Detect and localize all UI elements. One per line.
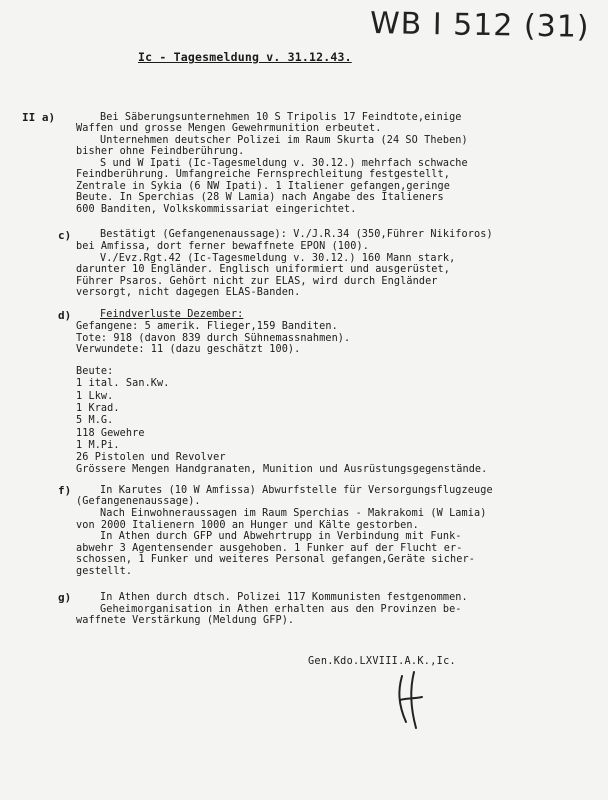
section-g-line-3: waffnete Verstärkung (Meldung GFP). <box>76 615 295 626</box>
beute-item-2: 1 Lkw. <box>76 391 114 402</box>
section-g-line-2: Geheimorganisation in Athen erhalten aus den Provinzen be- <box>100 604 462 615</box>
beute-item-5: 118 Gewehre <box>76 428 145 439</box>
section-c-line-5: Führer Psaros. Gehört nicht zur ELAS, wird durch Engländer <box>76 276 438 287</box>
section-IIa-line-1: Bei Säberungsunternehmen 10 S Tripolis 17 Feindtote,einige <box>100 112 462 123</box>
section-IIa-line-4: bisher ohne Feindberührung. <box>76 146 245 157</box>
document-title: Ic - Tagesmeldung v. 31.12.43. <box>138 50 352 64</box>
section-marker-d: d) <box>58 309 72 322</box>
section-d-line-2: Tote: 918 (davon 839 durch Sühnemassnahmen). <box>76 333 351 344</box>
section-f-line-6: abwehr 3 Agentensender ausgehoben. 1 Funker auf der Flucht er- <box>76 543 463 554</box>
section-IIa-line-5: S und W Ipati (Ic-Tagesmeldung v. 30.12.) mehrfach schwache <box>100 158 468 169</box>
beute-heading: Beute: <box>76 366 114 377</box>
section-f-line-5: In Athen durch GFP und Abwehrtrupp in Verbindung mit Funk- <box>100 531 462 542</box>
section-d-line-3: Verwundete: 11 (dazu geschätzt 100). <box>76 344 301 355</box>
section-IIa-line-7: Zentrale in Sykia (6 NW Ipati). 1 Italiener gefangen,geringe <box>76 181 451 192</box>
issuer-signature-line: Gen.Kdo.LXVIII.A.K.,Ic. <box>308 656 456 667</box>
section-IIa-line-2: Waffen und grosse Mengen Gewehrmunition erbeutet. <box>76 123 382 134</box>
section-c-line-4: darunter 10 Engländer. Englisch uniformiert und ausgerüstet, <box>76 264 451 275</box>
beute-item-6: 1 M.Pi. <box>76 440 120 451</box>
beute-item-3: 1 Krad. <box>76 403 120 414</box>
section-c-line-6: versorgt, nicht dagegen ELAS-Banden. <box>76 287 301 298</box>
beute-item-1: 1 ital. San.Kw. <box>76 378 170 389</box>
section-IIa-line-6: Feindberührung. Umfangreiche Fernsprechleitung festgestellt, <box>76 169 451 180</box>
beute-item-4: 5 M.G. <box>76 415 114 426</box>
beute-item-7: 26 Pistolen und Revolver <box>76 452 226 463</box>
section-IIa-line-8: Beute. In Sperchias (28 W Lamia) nach Angabe des Italieners <box>76 192 444 203</box>
section-marker-IIa: II a) <box>22 111 56 124</box>
section-d-heading: Feindverluste Dezember: <box>100 309 244 320</box>
section-c-line-3: V./Evz.Rgt.42 (Ic-Tagesmeldung v. 30.12.) 160 Mann stark, <box>100 253 456 264</box>
section-f-line-8: gestellt. <box>76 566 133 577</box>
section-f-line-4: von 2000 Italienern 1000 an Hunger und Kälte gestorben. <box>76 520 419 531</box>
section-d-line-1: Gefangene: 5 amerik. Flieger,159 Banditen. <box>76 321 338 332</box>
section-c-line-1: Bestätigt (Gefangenenaussage): V./J.R.34 (350,Führer Nikiforos) <box>100 229 493 240</box>
section-f-line-3: Nach Einwohneraussagen im Raum Sperchias - Makrakomi (W Lamia) <box>100 508 487 519</box>
section-c-line-2: bei Amfissa, dort ferner bewaffnete EPON (100). <box>76 241 369 252</box>
section-f-line-7: schossen, 1 Funker und weiteres Personal gefangen,Geräte sicher- <box>76 554 475 565</box>
section-marker-c: c) <box>58 229 72 242</box>
beute-item-8: Grössere Mengen Handgranaten, Munition und Ausrüstungsgegenstände. <box>76 464 488 475</box>
section-g-line-1: In Athen durch dtsch. Polizei 117 Kommunisten festgenommen. <box>100 592 468 603</box>
section-IIa-line-3: Unternehmen deutscher Polizei im Raum Skurta (24 SO Theben) <box>100 135 468 146</box>
handwritten-signature <box>392 670 432 730</box>
section-marker-f: f) <box>58 484 72 497</box>
archive-stamp: WB I 512 (31) <box>369 5 590 45</box>
section-f-line-2: (Gefangenenaussage). <box>76 496 201 507</box>
section-f-line-1: In Karutes (10 W Amfissa) Abwurfstelle für Versorgungsflugzeuge <box>100 485 493 496</box>
section-IIa-line-9: 600 Banditen, Volkskommissariat eingerichtet. <box>76 204 357 215</box>
section-marker-g: g) <box>58 591 72 604</box>
